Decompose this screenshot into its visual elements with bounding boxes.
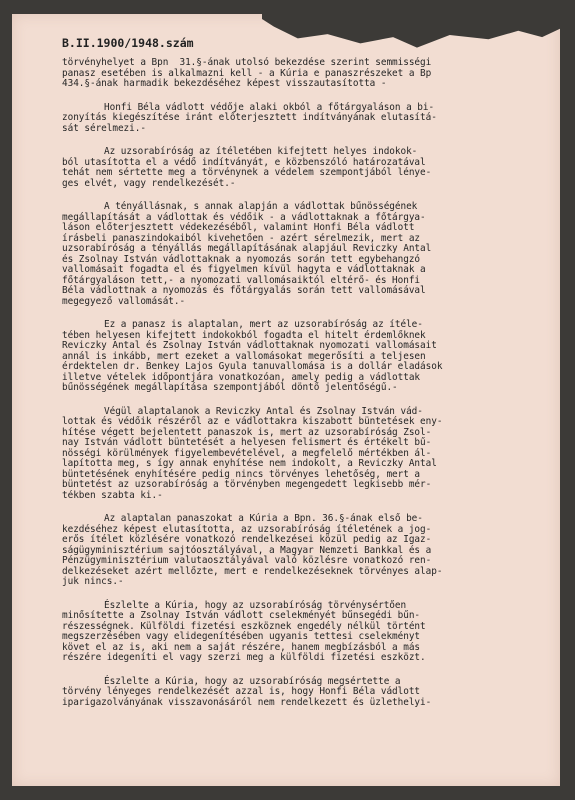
text-line: és Zsolnay István vádlottaknak a nyomozás során tett egybehangzó [62,253,421,265]
text-line: bűnösségének megállapítása szempontjából döntő jelentőségű.- [62,382,398,393]
paragraph [62,601,550,664]
text-line: lottak és védőik részéről az e vádlottakra kiszabott büntetések eny- [62,416,443,427]
paragraph [62,147,550,189]
text-line: láson előterjesztett védekezéséből, valamint Honfi Béla vádlott [62,222,415,233]
text-line: Végül alaptalanok a Reviczky Antal és Zsolnay István vád- [104,405,423,417]
text-line: részességnek. Külföldi fizetési eszköznek engedély nélkül történt [62,620,426,632]
text-line: ból utasította el a védő indítványát, e közbenszóló határozatával [62,156,426,168]
text-line: követ el az is, aki nem a saját részére, hanem megbízásból a más [62,641,421,653]
text-line: minősítette a Zsolnay István vádlott cselekményét bűnsegédi bűn- [62,610,421,621]
text-line: büntetésének enyhítésére pedig nincs törvényes lehetőség, mert a [62,468,421,480]
text-line: Észlelte a Kúria, hogy az uzsorabíróság megsértette a [104,675,401,687]
text-line: A tényállásnak, s annak alapján a vádlottak bűnösségének [104,201,418,212]
text-line: törvényhelyet a Bpn 31.§-ának utolsó bekezdése szerint semmisségi [62,57,432,68]
paragraph [62,58,550,90]
text-line: tehát nem sértette meg a törvénynek a védelem szempontjából lénye- [62,167,432,178]
text-line: Béla vádlottnak a nyomozás és főtárgyalás során tett vallomásával [62,285,426,296]
text-line: Reviczky Antal és Zsolnay István vádlottaknak nyomozati vallomásait [62,340,437,351]
text-line: megegyező vallomását.- [62,295,186,307]
document-body [62,58,550,721]
text-line: érdektelen dr. Benkey Lajos Gyula tanuvallomása is a dollár eladások [62,361,443,372]
text-line: főtárgyaláson tett,- a nyomozati vallomásaiktól eltérő- és Honfi [62,274,421,286]
paragraph [62,514,550,588]
text-line: 434.§-ának harmadik bekezdéséhez képest visszautasította - [62,78,387,89]
text-line: ges elvét, vagy rendelkezését.- [62,177,236,189]
text-line: Pénzügyminisztérium valutaosztályával való közlésre vonatkozó ren- [62,555,432,566]
text-line: nösségi körülmények figyelembevételével, a megfelelő mértékben ál- [62,447,432,459]
text-line: Ez a panasz is alaptalan, mert az uzsorabíróság az ítéle- [104,319,423,330]
text-line: törvény lényeges rendelkezését azzal is, hogy Honfi Béla vádlott [62,686,421,697]
text-line: illetve vételek időpontjára vonatkozóan, amely pedig a vádlottak [62,371,421,383]
document-page [12,14,560,786]
paragraph [62,407,550,502]
text-line: Honfi Béla vádlott védője alaki okból a főtárgyaláson a bi- [104,101,435,113]
text-line: Az alaptalan panaszokat a Kúria a Bpn. 36.§-ának első be- [104,513,423,524]
text-line: Észlelte a Kúria, hogy az uzsorabíróság törvénysértően [104,599,407,611]
text-line: uzsorabíróság a tényállás megállapításának alapjául Reviczky Antal [62,243,432,254]
text-line: annál is inkább, mert ezeket a vallomásokat megerősíti a teljesen [62,350,426,362]
text-line: részére idegeníti el vagy szerzi meg a külföldi fizetési eszközt. [62,652,426,663]
text-line: erős ítélet közlésére vonatkozó rendelkezései közül pedig az Igaz- [62,534,432,545]
text-line: hítése végett bejelentett panaszok is, mert az uzsorabíróság Zsol- [62,426,432,438]
text-line: sát sérelmezi.- [62,122,146,134]
text-line: nay István vádlott büntetését a helyesen felismert és értékelt bű- [62,437,432,448]
text-line: zonyítás kiegészítése iránt előterjesztett indítványának elutasítá- [62,112,437,123]
paragraph [62,320,550,394]
text-line: juk nincs.- [62,576,124,587]
paragraph [62,677,550,709]
text-line: iparigazolványának visszavonásáról nem rendelkezett és üzlethelyi- [62,696,432,708]
text-line: ságügyminisztérium sajtóosztályával, a Magyar Nemzeti Bankkal és a [62,544,432,556]
text-line: megállapítását a vádlottak és védőik - a vádlottaknak a főtárgya- [62,211,426,223]
text-line: tékben szabta ki.- [62,489,163,501]
text-line: Az uzsorabíróság az ítéletében kifejtett helyes indokok- [104,146,418,157]
text-line: delkezéseket azért mellőzte, mert e rendelkezéseknek törvényes alap- [62,565,443,577]
document-heading: B.II.1900/1948.szám [62,36,194,50]
text-line: kezdéséhez képest elutasította, az uzsorabíróság ítéletének a jog- [62,523,432,535]
text-line: lapította meg, s így annak enyhítése nem indokolt, a Reviczky Antal [62,458,437,469]
text-line: panasz esetében is alkalmazni kell - a Kúria e panaszrészeket a Bp [62,67,432,79]
text-line: tében helyesen kifejtett indokokból fogadta el hitelt érdemlőknek [62,329,426,341]
text-line: megszerzésében vagy elidegenítésében ugyanis tettesi cselekményt [62,631,421,642]
text-line: büntetést az uzsorabíróság a törvényben megengedett legkisebb mér- [62,479,432,490]
text-line: írásbeli panaszindokaiból kivehetően - azért sérelmezik, mert az [62,232,421,244]
text-line: vallomásait fogadta el és figyelmen kívül hagyta e vádlottaknak a [62,264,426,275]
paragraph [62,202,550,307]
paragraph [62,103,550,135]
